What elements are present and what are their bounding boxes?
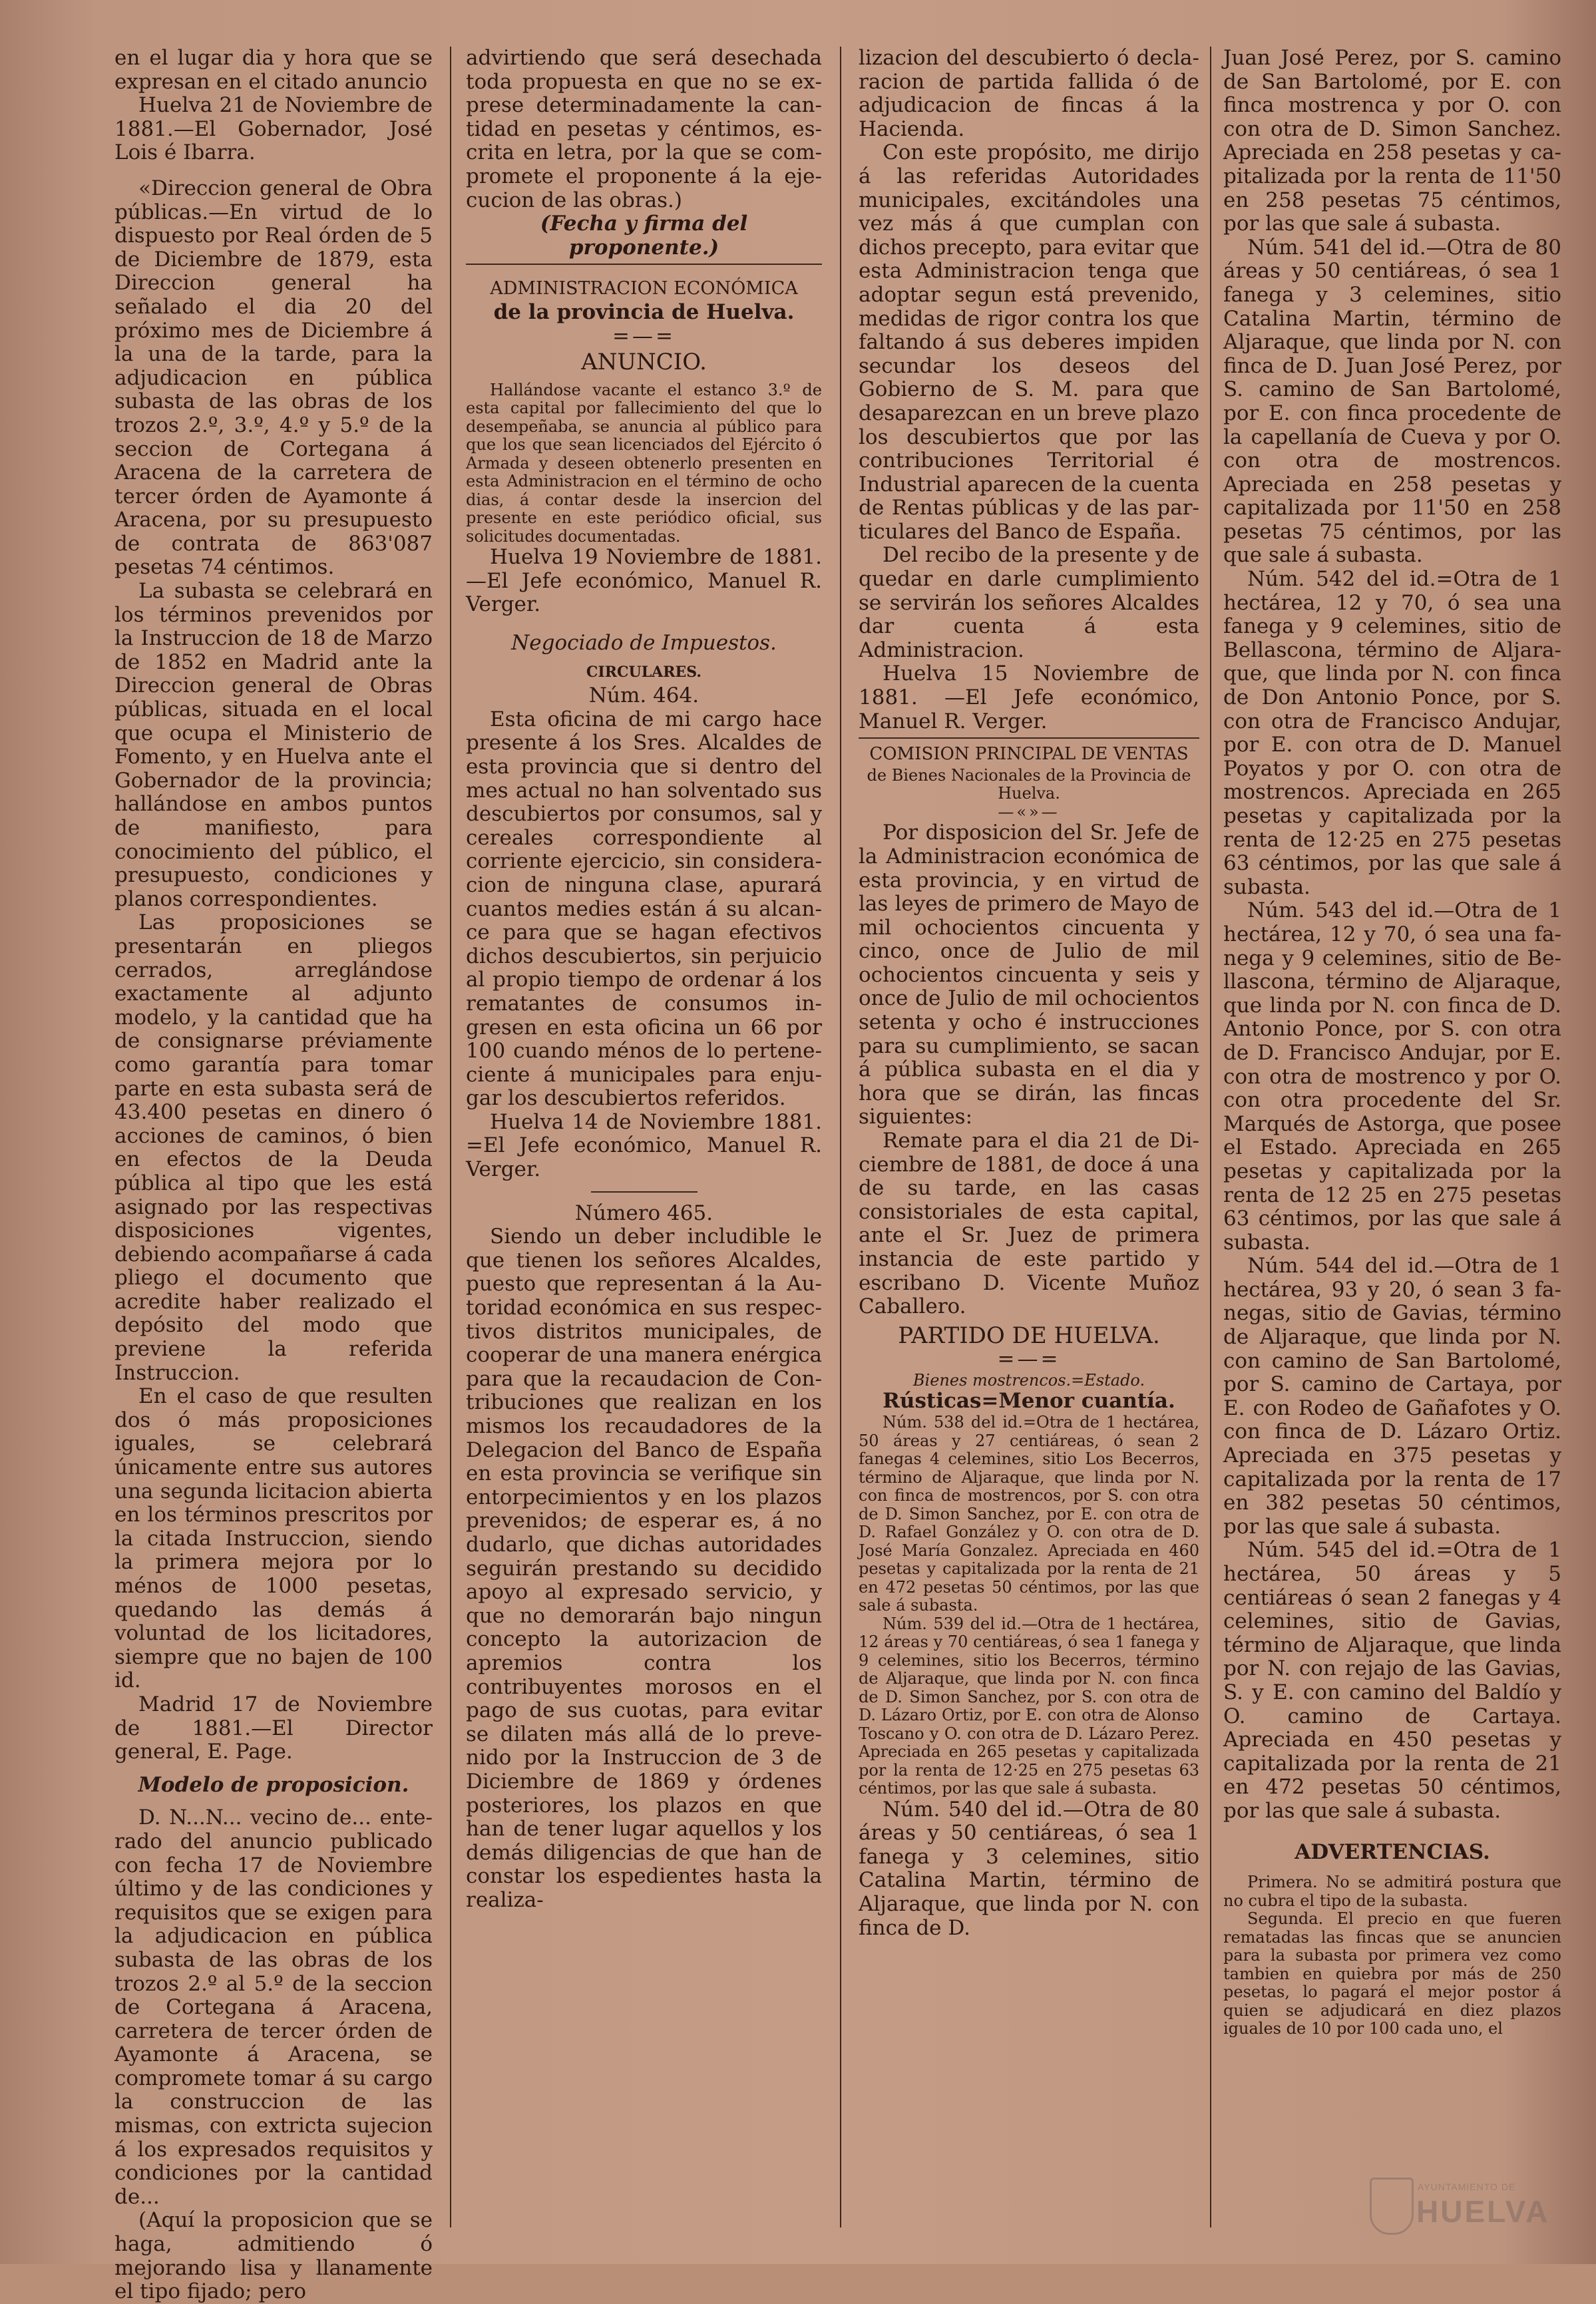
separator: —«»— bbox=[998, 802, 1060, 821]
paragraph: Siendo un deber includible le que tienen los señores Alcaldes, puesto que representan á la Autoridad económica en sus respectivos distritos municipales, de cooperar de una manera enérgica para que la recaudacion de Contribuciones que realizan en los mismos los recaudadores de la Delegacion del Banco de España en esta provincia se verifique sin entorpecimientos y en los plazos prevenidos; de esperar es, á no dudarlo, que dichas autoridades seguirán prestando su decidido apoyo al expresado servicio, y que no demorarán bajo ningun concepto la autorizacion de apremios contra los contribuyentes morosos en el pago de sus cuotas, para evitar se dilaten más allá de lo prevenido por la Instruccion de 3 de Diciembre de 1869 y órdenes posteriores, los plazos en que han de tener lugar aquellos y los demás diligencias de que han de constar los espedientes hasta la realiza- bbox=[466, 1225, 822, 1912]
property-listing: Núm. 544 del id.—Otra de 1 hectárea, 93 y 20, ó sean 3 fanegas, sitio de Gavias, término de Aljaraque, que linda por N. con camino de San Bartolomé, por S. camino de Cartaya, por E. con Rodeo de Gañafotes y O. con finca de D. Lázaro Ortiz. Apreciada en 375 pesetas y capitalizada por la renta de 17 en 382 pesetas 50 céntimos, por las que sale á subasta. bbox=[1223, 1254, 1561, 1539]
paragraph: Del recibo de la presente y de quedar en darle cumplimiento se servirán los señores Alcaldes dar cuenta á esta Administracion. bbox=[859, 543, 1199, 662]
column-4 bbox=[1223, 47, 1561, 2237]
paragraph: Por disposicion del Sr. Jefe de la Administracion económica de esta provincia, y en virtud de las leyes de primero de Mayo de mil ochocientos cincuenta y cinco, once de Julio de mil ochocientos cincuenta y seis y once de Julio de mil ochocientos setenta y ocho é instrucciones para su cumplimiento, se sacan á pública subasta en el dia y hora que se dirán, las fincas siguientes: bbox=[859, 821, 1199, 1129]
signature-paragraph: Huelva 15 Noviembre de 1881. —El Jefe económico, Manuel R. Verger. bbox=[859, 662, 1199, 733]
watermark-line: HUELVA bbox=[1416, 2194, 1550, 2229]
paragraph: en el lugar dia y hora que se expresan en el citado anuncio bbox=[114, 46, 433, 94]
property-listing: Núm. 540 del id.—Otra de 80 áreas y 50 centiáreas, ó sea 1 fanega y 3 celemines, sitio Catalina Martin, término de Aljaraque, que linda por N. con finca de D. bbox=[859, 1797, 1199, 1940]
watermark-line: AYUNTAMIENTO DE bbox=[1418, 2182, 1516, 2192]
paragraph: La subasta se celebrará en los términos prevenidos por la Instruccion de 18 de Marzo de 1852 en Madrid ante la Direccion general de Obras públicas, situada en el local que ocupa el Ministerio de Fomento, y en Huelva ante el Gobernador de la provincia; hallándose en ambos puntos de manifiesto, para conocimiento del público, el presupuesto, condiciones y planos correspondientes. bbox=[114, 579, 433, 911]
separator: =—= bbox=[612, 323, 676, 348]
divider bbox=[859, 737, 1199, 739]
property-listing: Núm. 542 del id.=Otra de 1 hectárea, 12 y 70, ó sea una fanega y 9 celemines, sitio de Bellascona, término de Aljaraque, que linda por N. con finca de Don Antonio Ponce, por S. con otra de Francisco Andujar, por E. con otra de D. Manuel Poyatos y por O. con otra de mostrencos. Apreciada en 265 pesetas y capitalizada por la renta de 12·25 en 275 pesetas 63 céntimos, por las que sale á subasta. bbox=[1223, 567, 1561, 899]
paragraph: Con este propósito, me dirijo á las referidas Autoridades municipales, excitándoles una vez más á que cumplan con dichos precepto, para evitar que esta Administracion tenga que adoptar segun está prevenido, medidas de rigor contra los que faltando á sus deberes impiden secundar los deseos del Gobierno de S. M. para que desaparezcan en un breve plazo los descubiertos que por las contribuciones Territorial é Industrial aparecen de la cuenta de Rentas públicas y de las particulares del Banco de España. bbox=[859, 140, 1199, 544]
paragraph: Segunda. El precio en que fueren rematadas las fincas que se anuncien para la subasta por primera vez como tambien en quiebra por más de 250 pesetas, lo pagará el mejor postor á quien se adjudicará en diez plazos iguales de 10 por 100 cada uno, el bbox=[1223, 1909, 1561, 2038]
paragraph: Las proposiciones se presentarán en pliegos cerrados, arreglándose exactamente al adjunto modelo, y la cantidad que ha de consignarse préviamente como garantía para tomar parte en esta subasta será de 43.400 pesetas en dinero ó acciones de caminos, ó bien en efectos de la Deuda pública al tipo que les está asignado por las respectivas disposiciones vigentes, debiendo acompañarse á cada pliego el documento que acredite haber realizado el depósito del modo que previene la referida Instruccion. bbox=[114, 910, 433, 1385]
signature-paragraph: Huelva 19 Noviembre de 1881. —El Jefe económico, Manuel R. Verger. bbox=[466, 545, 822, 617]
section-heading: Modelo de proposicion. bbox=[138, 1772, 409, 1797]
section-heading: COMISION PRINCIPAL DE VENTAS bbox=[869, 744, 1189, 765]
paragraph: «Direccion general de Obra públicas.—En virtud de lo dispuesto por Real órden de 5 de Diciembre de 1879, esta Direccion general ha señalado el dia 20 del próximo mes de Diciembre á la una de la tarde, para la adjudicacion en pública subasta de las obras de los trozos 2.º, 3.º, 4.º y 5.º de la seccion de Cortegana á Aracena de la carretera de tercer órden de Ayamonte á Aracena, por su presupuesto de contrata de 863'087 pesetas 74 céntimos. bbox=[114, 176, 433, 580]
section-heading: ADVERTENCIAS. bbox=[1295, 1839, 1490, 1864]
notice-number: Número 465. bbox=[574, 1201, 713, 1225]
separator: =—= bbox=[997, 1347, 1061, 1372]
paragraph: Remate para el dia 21 de Diciembre de 1881, de doce á una de su tarde, en las casas consistoriales de esta capital, ante el Sr. Juez de primera instancia de este partido y escribano D. Vicente Muñoz Caballero. bbox=[859, 1129, 1199, 1319]
column-rule bbox=[450, 47, 451, 2227]
property-listing: Núm. 539 del id.—Otra de 1 hectárea, 12 áreas y 70 centiáreas, ó sea 1 fanega y 9 celemines, sitio los Becerros, término de Aljaraque, que linda por N. con finca de D. Simon Sanchez, por S. con otra de D. Lázaro Ortiz, por E. con otra de Alonso Toscano y O. con otra de D. Lázaro Perez. Apreciada en 265 pesetas y capitalizada por la renta de 12·25 en 275 pesetas 63 céntimos, por las que sale á subasta. bbox=[859, 1614, 1199, 1798]
property-listing: Núm. 538 del id.=Otra de 1 hectárea, 50 áreas y 27 centiáreas, ó sean 2 fanegas 4 celemines, sitio Los Becerros, término de Aljaraque, que linda por N. con finca de mostrencos, por S. con otra de D. Simon Sanchez, por E. con otra de D. Rafael González y O. con otra de D. José María Gonzalez. Apreciada en 460 pesetas y capitalizada por la renta de 21 en 472 pesetas 50 céntimos, por las que sale á subasta. bbox=[859, 1413, 1199, 1615]
paragraph: D. N...N... vecino de... enterado del anuncio publicado con fecha 17 de Noviembre último y de las condiciones y requisitos que se exigen para la adjudicacion en pública subasta de las obras de los trozos 2.º al 5.º de la seccion de Cortegana á Aracena, carretera de tercer órden de Ayamonte á Aracena, se compromete tomar á su cargo la construccion de las mismas, con extricta sujecion á los expresados requisitos y condiciones por la cantidad de... bbox=[114, 1806, 433, 2209]
paragraph: (Aquí la proposicion que se haga, admitiendo ó mejorando lisa y llanamente el tipo fijado; pero bbox=[114, 2208, 433, 2304]
divider bbox=[466, 264, 822, 265]
section-heading: PARTIDO DE HUELVA. bbox=[898, 1322, 1160, 1349]
column-rule bbox=[840, 47, 841, 2227]
notice-number: Núm. 464. bbox=[588, 683, 699, 708]
signature-paragraph: Madrid 17 de Noviembre de 1881.—El Director general, E. Page. bbox=[114, 1692, 433, 1764]
column-3 bbox=[859, 47, 1199, 2237]
paragraph: Primera. No se admitirá postura que no cubra el tipo de la subasta. bbox=[1223, 1873, 1561, 1910]
divider bbox=[591, 1191, 698, 1193]
paragraph: advirtiendo que será desechada toda propuesta en que no se exprese determinadamente la cantidad en pesetas y céntimos, escrita en letra, por la que se compromete el proponente á la ejecucion de las obras.) bbox=[466, 46, 822, 212]
subheading: Bienes mostrencos.=Estado. bbox=[912, 1370, 1145, 1390]
subheading: Rústicas=Menor cuantía. bbox=[883, 1389, 1175, 1414]
coat-of-arms-icon bbox=[1370, 2178, 1414, 2235]
section-heading: de la provincia de Huelva. bbox=[493, 299, 795, 324]
column-1 bbox=[114, 46, 433, 2304]
paragraph: En el caso de que resulten dos ó más proposiciones iguales, se celebrará únicamente entre sus autores una segunda licitacion abierta en los términos prescritos por la citada Instruccion, siendo la primera mejora por lo ménos de 1000 pesetas, quedando las demás á voluntad de los licitadores, siempre que no bajen de 100 id. bbox=[114, 1384, 433, 1693]
signature-paragraph: Huelva 14 de Noviembre 1881. =El Jefe económico, Manuel R. Verger. bbox=[466, 1109, 822, 1182]
paragraph: Hallándose vacante el estanco 3.º de esta capital por fallecimiento del que lo desempeñaba, se anuncia al público para que los que sean licenciados del Ejército ó Armada y deseen obtenerlo presenten en esta Administracion en el término de ocho dias, á contar desde la insercion del presente en este periódico oficial, sus solicitudes documentadas. bbox=[466, 380, 822, 546]
section-heading: ADMINISTRACION ECONÓMICA bbox=[490, 278, 798, 299]
column-rule bbox=[1210, 47, 1211, 2227]
property-listing: Juan José Perez, por S. camino de San Bartolomé, por E. con finca mostrenca y por O. con con otra de D. Simon Sanchez. Apreciada en 258 pesetas y capitalizada por la renta de 11'50 en 258 pesetas 75 céntimos, por las que sale á subasta. bbox=[1223, 46, 1561, 236]
property-listing: Núm. 541 del id.—Otra de 80 áreas y 50 centiáreas, ó sea 1 fanega y 3 celemines, sitio Catalina Martin, término de Aljaraque, que linda por N. con finca de D. Juan José Perez, por S. camino de San Bartolomé, por E. con finca procedente de la capellanía de Cueva y por O. con otra de mostrencos. Apreciada en 258 pesetas y capitalizada por 11'50 en 258 pesetas 75 céntimos, por las que sale á subasta. bbox=[1223, 235, 1561, 568]
section-heading: ANUNCIO. bbox=[581, 349, 707, 376]
property-listing: Núm. 545 del id.=Otra de 1 hectárea, 50 áreas y 5 centiáreas ó sean 2 fanegas y 4 celemines, sitio de Gavias, término de Aljaraque, que linda por N. con rejajo de las Gavias, S. y E. con camino del Baldío y O. camino de Cartaya. Apreciada en 450 pesetas y capitalizada por la renta de 21 en 472 pesetas 50 céntimos, por las que sale á subasta. bbox=[1223, 1538, 1561, 1823]
property-listing: Núm. 543 del id.—Otra de 1 hectárea, 12 y 70, ó sea una fanega y 9 celemines, sitio de Bellascona, término de Aljaraque, que linda por N. con finca de D. Antonio Ponce, por S. con otra de D. Francisco Andujar, por E. con otra de mostrenco y por O. con otra procedente del Sr. Marqués de Astorga, que posee el Estado. Apreciada en 265 pesetas y capitalizada por la renta de 12 25 en 275 pesetas 63 céntimos, por las que sale á subasta. bbox=[1223, 898, 1561, 1254]
paragraph: lizacion del descubierto ó declaracion de partida fallida ó de adjudicacion de fincas á la Hacienda. bbox=[859, 46, 1199, 141]
archive-watermark bbox=[1370, 2178, 1549, 2237]
column-2 bbox=[466, 47, 822, 2237]
section-heading: Negociado de Impuestos. bbox=[511, 631, 777, 655]
paragraph: Esta oficina de mi cargo hace presente á los Sres. Alcaldes de esta provincia que si dentro del mes actual no han solventado sus descubiertos por consumos, sal y cereales correspondiente al corriente ejercicio, sin consideracion de ninguna clase, apurará cuantos medies están á su alcance para que se hagan efectivos dichos descubiertos, sin perjuicio al propio tiempo de ordenar á los rematantes de consumos ingresen en esta oficina un 66 por 100 cuando ménos de lo perteneciente á municipales para enjugar los descubiertos referidos. bbox=[466, 707, 822, 1111]
signature-paragraph: Huelva 21 de Noviembre de 1881.—El Gobernador, José Lois é Ibarra. bbox=[114, 93, 433, 165]
section-heading: de Bienes Nacionales de la Provincia de Huelva. bbox=[867, 765, 1191, 803]
signature-line: (Fecha y firma del proponente.) bbox=[540, 212, 748, 260]
section-heading: CIRCULARES. bbox=[586, 663, 702, 681]
